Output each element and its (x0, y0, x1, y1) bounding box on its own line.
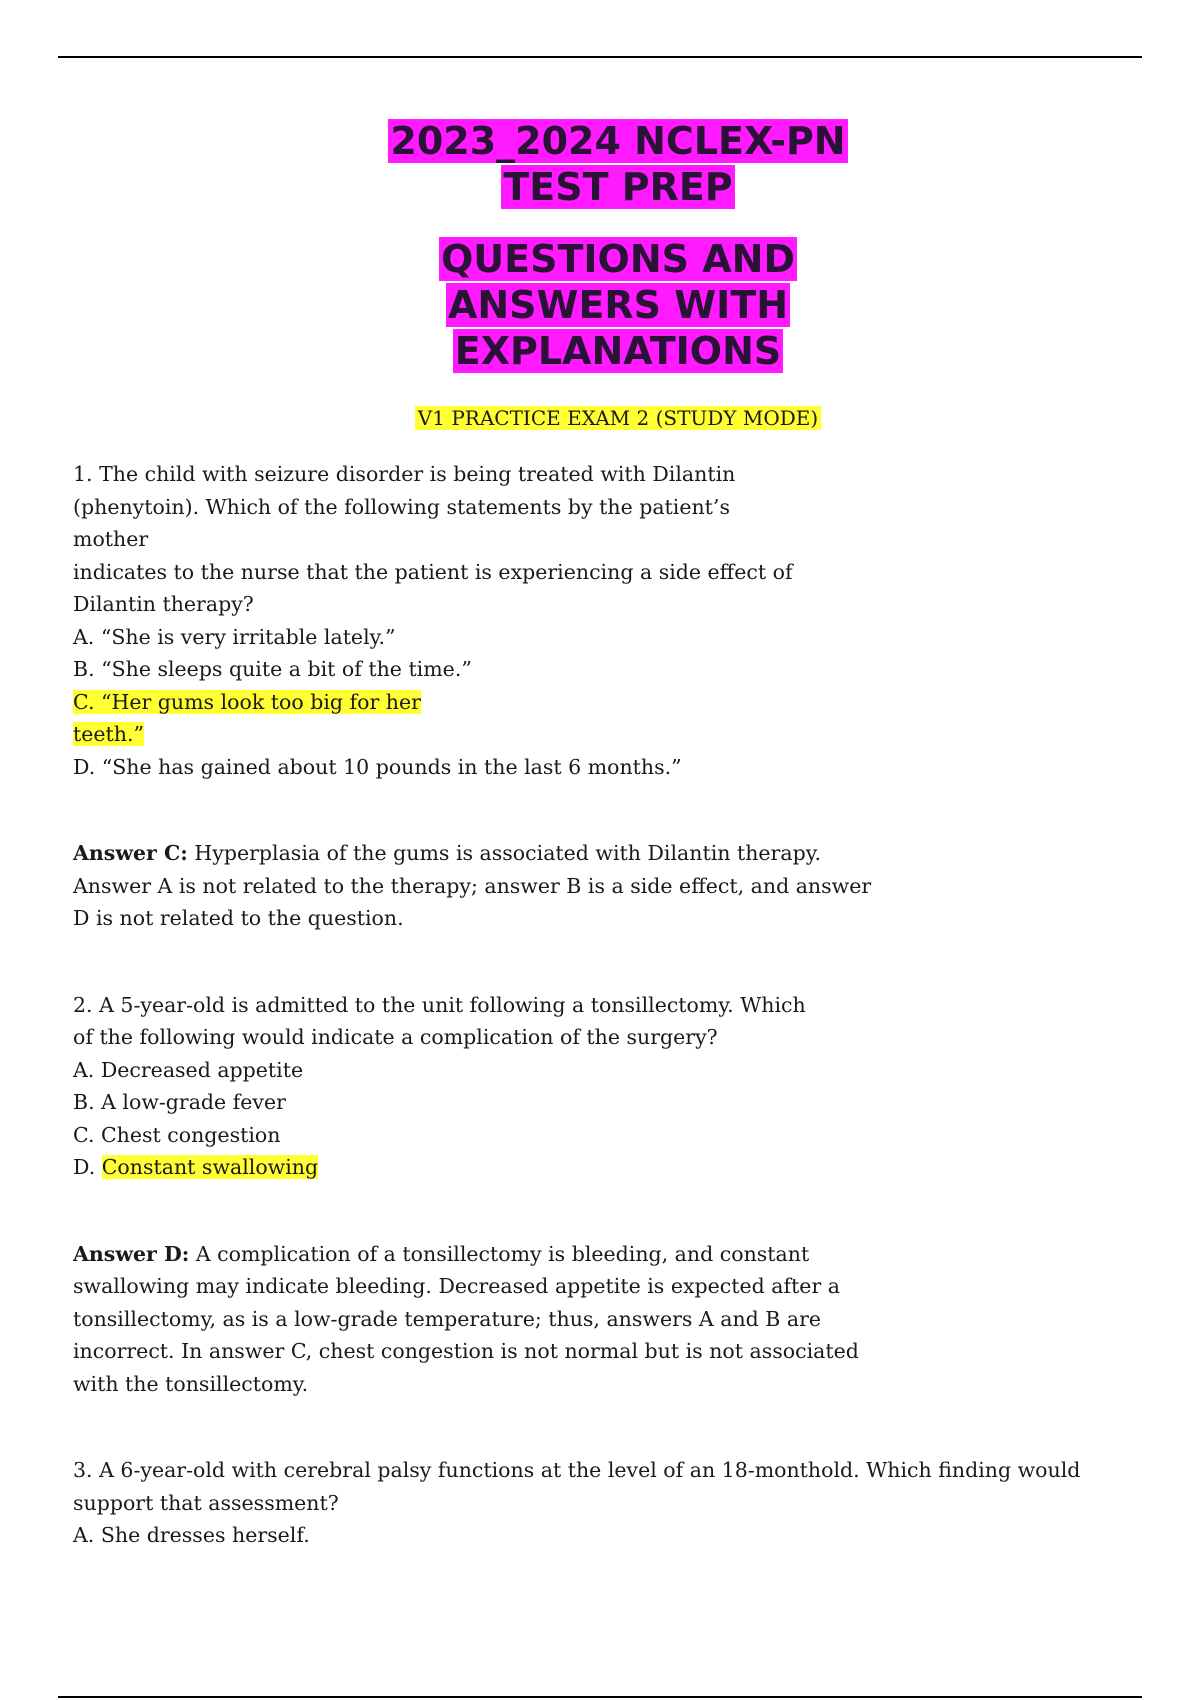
explanation-line: incorrect. In answer C, chest congestion is not normal but is not associated (73, 1339, 859, 1363)
title-line: ANSWERS WITH (447, 283, 789, 327)
answer-option: A. She dresses herself. (73, 1523, 310, 1547)
title-line: EXPLANATIONS (454, 329, 782, 373)
question-stem-line: 1. The child with seizure disorder is being treated with Dilantin (73, 462, 736, 486)
answer-option: B. A low-grade fever (73, 1090, 286, 1114)
title-line: TEST PREP (503, 165, 733, 209)
answer-option: A. Decreased appetite (73, 1057, 304, 1082)
question-stem-line: Dilantin therapy? (73, 592, 254, 616)
correct-answer-option: C. “Her gums look too big for her (73, 689, 421, 714)
explanation-line: D is not related to the question. (73, 906, 404, 930)
explanation-text: A complication of a tonsillectomy is bleeding, and constant (189, 1241, 810, 1266)
answer-option: D. “She has gained about 10 pounds in the last 6 months.” (73, 754, 682, 779)
answer-explanation-1 (73, 837, 1083, 935)
explanation-line: swallowing may indicate bleeding. Decreased appetite is expected after a (73, 1274, 840, 1298)
correct-answer-option: D. Constant swallowing (73, 1155, 319, 1179)
top-rule (58, 56, 1142, 58)
explanation-text: Hyperplasia of the gums is associated with Dilantin therapy. (187, 841, 822, 865)
question-stem-line: 3. A 6-year-old with cerebral palsy functions at the level of an 18-monthold. Which finding would (73, 1458, 1081, 1482)
title-line: 2023_2024 NCLEX-PN (390, 119, 846, 163)
answer-option: C. Chest congestion (73, 1122, 281, 1147)
question-stem-line: mother (73, 527, 149, 551)
question-2 (73, 989, 1083, 1184)
question-stem-line: indicates to the nurse that the patient is experiencing a side effect of (73, 559, 793, 584)
explanation-line: tonsillectomy, as is a low-grade temperature; thus, answers A and B are (73, 1306, 822, 1331)
exam-subtitle: V1 PRACTICE EXAM 2 (STUDY MODE) (0, 404, 1200, 432)
question-stem-line: 2. A 5-year-old is admitted to the unit following a tonsillectomy. Which (73, 992, 806, 1017)
question-stem-line: (phenytoin). Which of the following statements by the patient’s (73, 494, 730, 519)
explanation-line: Answer A is not related to the therapy; answer B is a side effect, and answer (73, 873, 872, 898)
correct-answer-option-cont: teeth.” (73, 722, 144, 746)
explanation-line: with the tonsillectomy. (73, 1371, 309, 1396)
title-line: QUESTIONS AND (440, 237, 795, 281)
answer-option: A. “She is very irritable lately.” (73, 624, 396, 649)
question-1 (73, 458, 1083, 783)
question-stem-line: of the following would indicate a complication of the surgery? (73, 1025, 718, 1049)
answer-label: Answer C: (73, 841, 188, 865)
answer-label: Answer D: (73, 1241, 190, 1266)
document-body (73, 458, 1083, 1552)
answer-explanation-2 (73, 1238, 1083, 1401)
bottom-rule (58, 1696, 1142, 1698)
question-stem-line: support that assessment? (73, 1490, 339, 1515)
question-3 (73, 1454, 1083, 1552)
document-title (0, 118, 1200, 374)
answer-option: B. “She sleeps quite a bit of the time.” (73, 657, 472, 681)
